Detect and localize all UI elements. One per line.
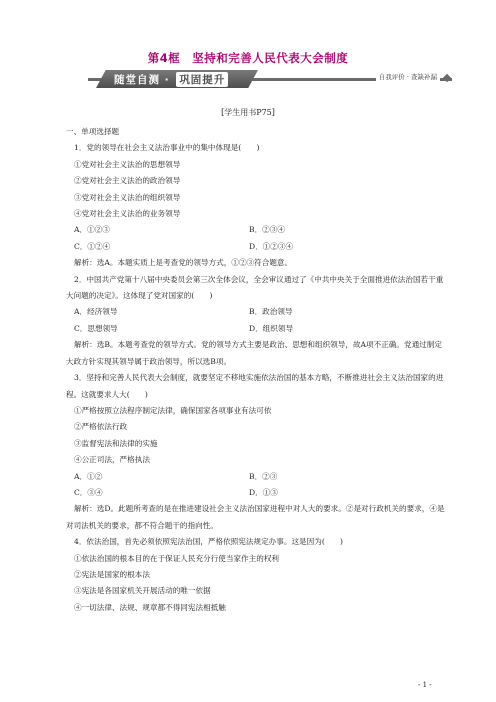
question-3-item: ③监督宪法和法律的实施 (74, 438, 158, 448)
question-4-item: ③宪法是各国家机关开展活动的唯一依据 (74, 586, 211, 596)
option-a: A．经济领导 (74, 307, 118, 317)
question-4-item: ④一切法律、法规、规章都不得同宪法相抵触 (74, 602, 226, 612)
question-1-item: ③党对社会主义法治的组织领导 (74, 192, 181, 202)
question-2-options (66, 304, 446, 320)
question-2-stem: 2．中国共产党第十八届中央委员会第三次全体会议，全会审议通过了《中共中央关于全面推进依法治国若干重大问题的决定》。这体现了党对国家的( ) (66, 274, 444, 301)
option-a: A．①② (74, 471, 103, 481)
question-1-options (66, 239, 446, 255)
option-b: B．②③ (249, 471, 278, 481)
question-2-options (66, 321, 446, 337)
page-number: - 1 - (418, 681, 432, 689)
book-reference: [学生用书P75] (221, 108, 275, 117)
question-4-item: ②宪法是国家的根本法 (74, 569, 150, 579)
section-heading: 一、单项选择题 (66, 127, 120, 136)
question-1-item: ④党对社会主义法治的业务领导 (74, 209, 181, 219)
question-1-options (66, 222, 446, 238)
question-3-item: ④公正司法，严格执法 (74, 455, 150, 465)
banner-label-pill: 巩固提升 (176, 72, 228, 87)
question-4-stem: 4．依法治国，首先必须依照宪法治国，严格依照宪法规定办事。这是因为( ) (74, 537, 343, 547)
option-d: D．组织领导 (249, 323, 294, 333)
question-1-item: ②党对社会主义法治的政治领导 (74, 176, 181, 186)
question-3-item: ②严格依法行政 (74, 422, 128, 432)
banner-right-label: 自我评价 · 查缺补漏 (376, 72, 440, 81)
option-b: B．②③④ (249, 225, 285, 235)
question-1-item: ①党对社会主义法治的思想领导 (74, 159, 181, 169)
question-3-stem: 3．坚持和完善人民代表大会制度，就要坚定不移地实施依法治国的基本方略，不断推进社会主义法治国家的进程。这就要求人大( ) (66, 373, 444, 399)
banner-label-left: 随堂自测 · (114, 74, 175, 86)
option-d: D．①③ (249, 487, 278, 497)
question-2-answer: 解析：选B。本题考查党的领导方式。党的领导方式主要是政治、思想和组织领导，故A项不正确。党通过制定大政方针实现其领导属于政治领导，所以选B项。 (66, 340, 442, 366)
question-1-answer: 解析：选A。本题实质上是考查党的领导方式，①②③符合题意。 (74, 258, 293, 268)
option-c: C．①②④ (74, 241, 111, 251)
option-c: C．思想领导 (74, 323, 118, 333)
question-3-options (66, 485, 446, 501)
banner-label (114, 72, 228, 87)
option-c: C．③④ (74, 487, 103, 497)
option-d: D．①②③④ (249, 241, 294, 251)
section-banner (88, 70, 452, 88)
question-1-stem: 1．党的领导在社会主义法治事业中的集中体现是( ) (74, 143, 260, 153)
exercise-body (66, 124, 446, 616)
option-b: B．政治领导 (249, 307, 293, 317)
question-3-options (66, 469, 446, 485)
question-3-item: ①严格按照立法程序制定法律，确保国家各项事业有法可依 (74, 405, 272, 415)
question-3-answer: 解析：选D。此题所考查的是在推进建设社会主义法治国家进程中对人大的要求。②是对行政机关的要求，④是对司法机关的要求，都不符合题干的指向性。 (66, 504, 445, 530)
lesson-title: 第4框 坚持和完善人民代表大会制度 (147, 51, 349, 65)
question-4-item: ①依法治国的根本目的在于保证人民充分行使当家作主的权利 (74, 553, 280, 563)
option-a: A．①②③ (74, 225, 110, 235)
